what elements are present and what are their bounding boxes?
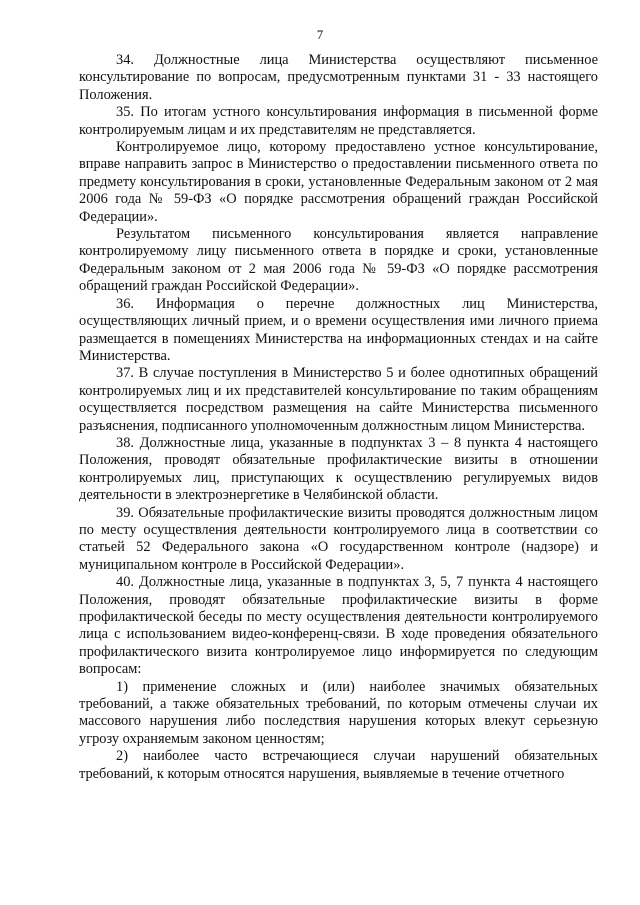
paragraph-40: 40. Должностные лица, указанные в подпунктах 3, 5, 7 пункта 4 настоящего Положения, проводят обязательные профилактические визиты в форме профилактической беседы по месту осуществления деятельности контролируемого лица с использованием видео-конференц-связи. В ходе проведения обязательного профилактического визита контролируемое лицо информируется по следующим вопросам:	[79, 574, 598, 678]
page-number: 7	[316, 27, 324, 42]
list-item-1: 1) применение сложных и (или) наиболее значимых обязательных требований, а также обязательных требований, по которым отмечены случаи их массового нарушения либо последствия нарушения которых влекут серьезную угрозу охраняемым законом ценностям;	[79, 678, 598, 747]
paragraph-35: 35. По итогам устного консультирования информация в письменной форме контролируемым лицам и их представителям не представляется.	[79, 104, 598, 138]
paragraph-35-oral-consulting-request: Контролируемое лицо, которому предоставлено устное консультирование, вправе направить запрос в Министерство о предоставлении письменного ответа по предмету консультирования в сроки, установленные Федеральным законом от 2 мая 2006 года № 59-ФЗ «О порядке рассмотрения обращений граждан Российской Федерации».	[79, 139, 598, 225]
paragraph-38: 38. Должностные лица, указанные в подпунктах 3 – 8 пункта 4 настоящего Положения, проводят обязательные профилактические визиты в отношении контролируемых лиц, приступающих к осуществлению регулируемых видов деятельности в электроэнергетике в Челябинской области.	[79, 434, 598, 504]
document-body	[79, 52, 598, 783]
paragraph-39: 39. Обязательные профилактические визиты проводятся должностным лицом по месту осуществления деятельности контролируемого лица в соответствии со статьей 52 Федерального закона «О государственном контроле (надзоре) и муниципальном контроле в Российской Федерации».	[79, 504, 598, 573]
paragraph-35-written-consulting-result: Результатом письменного консультирования является направление контролируемому лицу письменного ответа в порядке и сроки, установленные Федеральным законом от 2 мая 2006 года № 59-ФЗ «О порядке рассмотрения обращений граждан Российской Федерации».	[79, 226, 598, 295]
paragraph-34: 34. Должностные лица Министерства осуществляют письменное консультирование по вопросам, предусмотренным пунктами 31 - 33 настоящего Положения.	[79, 52, 598, 103]
paragraph-37: 37. В случае поступления в Министерство 5 и более однотипных обращений контролируемых лиц и их представителей консультирование по таким обращениям осуществляется посредством размещения на сайте Министерства письменного разъяснения, подписанного уполномоченным должностным лицом Министерства.	[79, 365, 598, 434]
paragraph-36: 36. Информация о перечне должностных лиц Министерства, осуществляющих личный прием, и о времени осуществления ими личного приема размещается в помещениях Министерства на информационных стендах и на сайте Министерства.	[79, 295, 598, 364]
list-item-2: 2) наиболее часто встречающиеся случаи нарушений обязательных требований, к которым относятся нарушения, выявляемые в течение отчетного	[79, 748, 598, 782]
